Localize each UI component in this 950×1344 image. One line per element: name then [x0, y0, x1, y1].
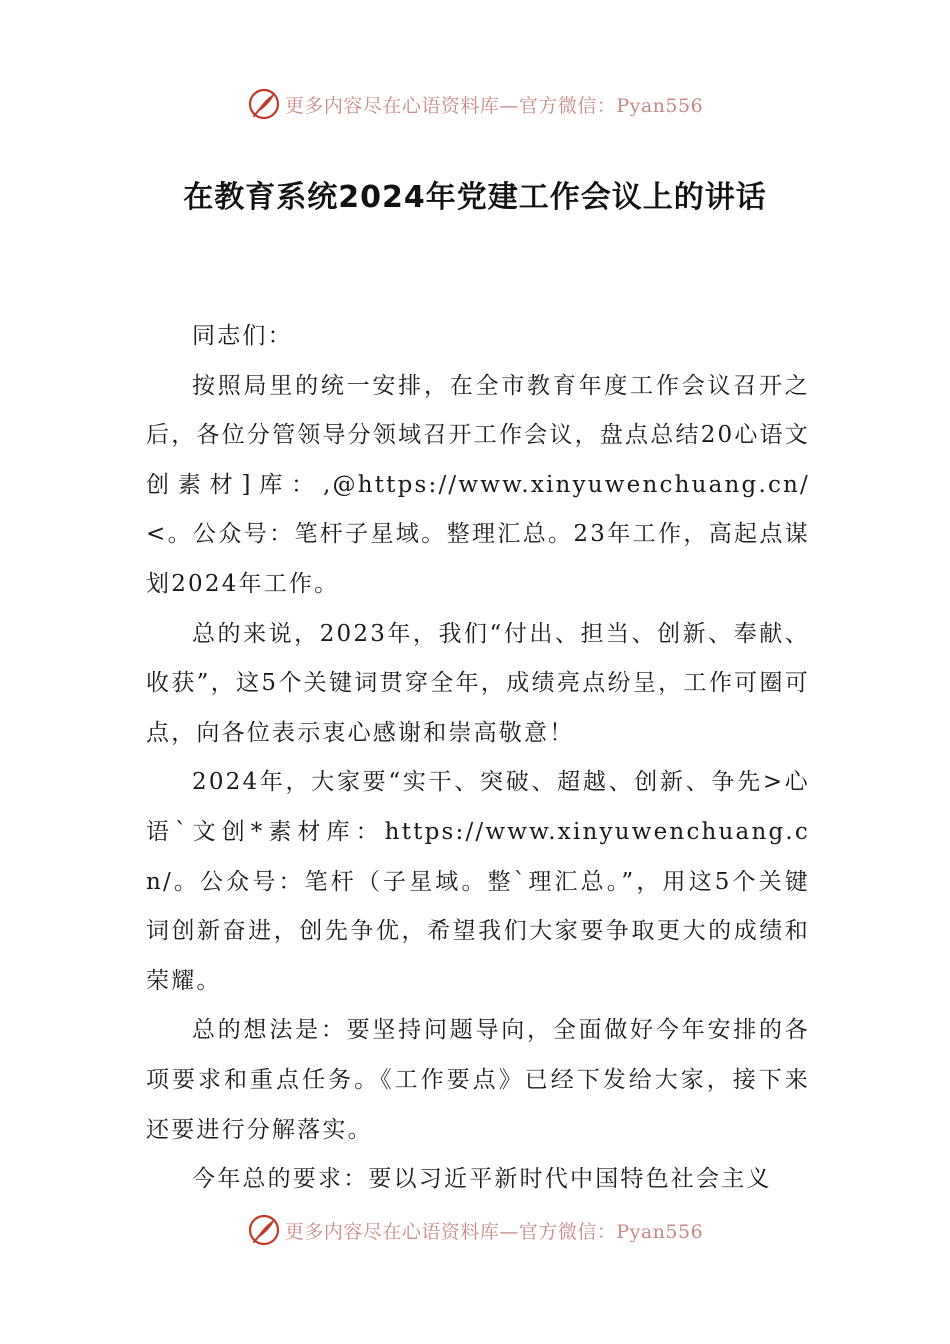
footer-banner-text: 更多内容尽在心语资料库—官方微信：Pyan556: [284, 1220, 704, 1243]
footer-banner: [0, 1210, 950, 1250]
document-body: [146, 312, 810, 1205]
header-banner-text: 更多内容尽在心语资料库—官方微信：Pyan556: [284, 94, 704, 117]
paragraph-2: 总的来说，2023年，我们“付出、担当、创新、奉献、收获”，这5个关键词贯穿全年，成绩亮点纷呈，工作可圈可点，向各位表示衷心感谢和崇高敬意！: [146, 620, 810, 746]
paragraph-5: 今年总的要求：要以习近平新时代中国特色社会主义: [192, 1166, 772, 1193]
paragraph-1: 按照局里的统一安排，在全市教育年度工作会议召开之后，各位分管领导分领域召开工作会议，盘点总结20心语文创素材]库：,@https://www.xinyuwenchuang.cn/<。公众号：笔杆子星域。整理汇总。23年工作，高起点谋划2024年工作。: [146, 372, 810, 597]
header-banner: [0, 84, 950, 124]
quill-logo-icon: [247, 1213, 281, 1247]
quill-logo-icon: [247, 87, 281, 121]
paragraph-greeting: 同志们：: [192, 323, 293, 349]
paragraph-3: 2024年，大家要“实干、突破、超越、创新、争先>心语`文创*素材库：https://www.xinyuwenchuang.cn/。公众号：笔杆（子星域。整`理汇总。”，用这5个关键词创新奋进，创先争优，希望我们大家要争取更大的成绩和荣耀。: [146, 769, 810, 994]
paragraph-4: 总的想法是：要坚持问题导向，全面做好今年安排的各项要求和重点任务。《工作要点》已经下发给大家，接下来还要进行分解落实。: [146, 1017, 810, 1143]
document-title: 在教育系统2024年党建工作会议上的讲话: [183, 180, 767, 215]
